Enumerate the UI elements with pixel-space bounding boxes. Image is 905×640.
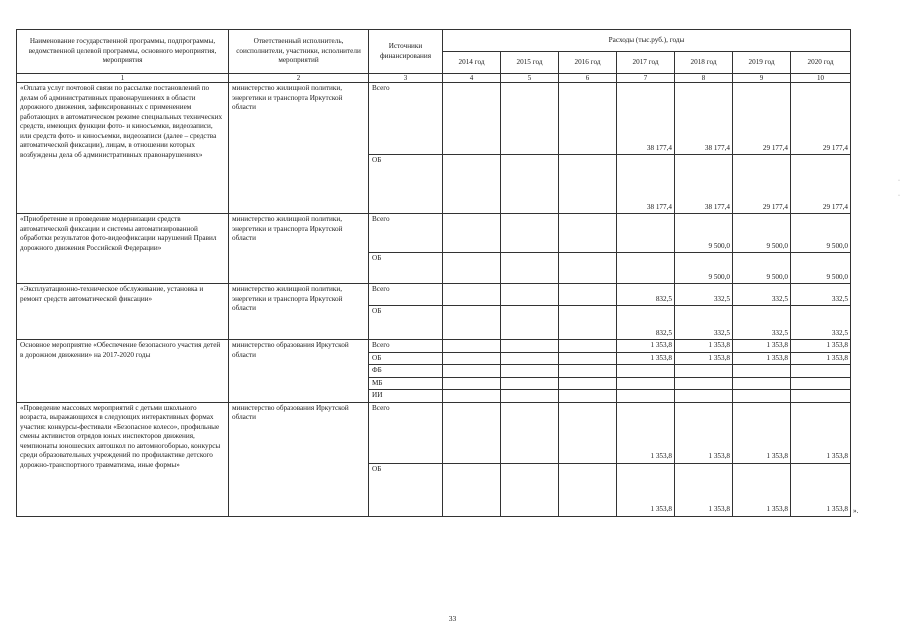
expense-value: 832,5 [617, 306, 675, 340]
expense-value [559, 306, 617, 340]
funding-source: ОБ [369, 155, 443, 214]
expense-value: 9 500,0 [791, 253, 851, 284]
expense-value: 38 177,4 [675, 83, 733, 155]
expense-value: 29 177,4 [791, 83, 851, 155]
expense-value [559, 402, 617, 463]
expense-value [791, 377, 851, 390]
expense-value: 9 500,0 [733, 214, 791, 253]
expense-value [501, 284, 559, 306]
expense-value: 332,5 [791, 284, 851, 306]
expense-value: 1 353,8 [791, 340, 851, 353]
header-year: 2017 год [617, 52, 675, 74]
expense-value [501, 402, 559, 463]
expense-value [675, 390, 733, 403]
expense-value [559, 390, 617, 403]
expense-value: 29 177,4 [733, 83, 791, 155]
column-number: 7 [617, 74, 675, 83]
expense-value [501, 253, 559, 284]
expense-value [443, 365, 501, 378]
expense-value [559, 214, 617, 253]
expense-value [559, 377, 617, 390]
expense-value [675, 365, 733, 378]
expense-value: 1 353,8 [791, 463, 851, 516]
executor: министерство образования Иркутской области [229, 340, 369, 403]
expense-value [443, 402, 501, 463]
header-year: 2020 год [791, 52, 851, 74]
margin-mark: · [898, 178, 900, 184]
column-number: 2 [229, 74, 369, 83]
expense-value: 1 353,8 [617, 340, 675, 353]
expense-value [501, 463, 559, 516]
expense-value: 29 177,4 [791, 155, 851, 214]
funding-source: ОБ [369, 253, 443, 284]
expense-value: 9 500,0 [791, 214, 851, 253]
table-row [17, 340, 851, 353]
expense-value [501, 365, 559, 378]
expense-value [559, 463, 617, 516]
activity-name: «Проведение массовых мероприятий с детьми школьного возраста, выражающихся в следующих интерактивных формах участия: конкурсы-фестивали «Безопасное колесо», профильные смены активистов отрядов юных инспекторов движения, чемпионаты юношеских автошкол по автомногоборью, конкурсы среди образовательных учреждений по профилактике детского дорожно-транспортного травматизма, иные формы» [17, 402, 229, 516]
expense-value [559, 340, 617, 353]
expense-value: 1 353,8 [617, 402, 675, 463]
expense-value: 38 177,4 [617, 83, 675, 155]
document-page [16, 29, 851, 517]
executor: министерство жилищной политики, энергетики и транспорта Иркутской области [229, 214, 369, 284]
expense-value [559, 284, 617, 306]
funding-source: Всего [369, 214, 443, 253]
expense-value [791, 390, 851, 403]
expense-value: 38 177,4 [617, 155, 675, 214]
expense-value [443, 83, 501, 155]
column-number: 1 [17, 74, 229, 83]
table-row [17, 83, 851, 155]
column-number: 8 [675, 74, 733, 83]
header-year: 2019 год [733, 52, 791, 74]
column-number: 3 [369, 74, 443, 83]
expense-value [617, 377, 675, 390]
expense-value [501, 214, 559, 253]
funding-source: Всего [369, 83, 443, 155]
expense-value [501, 390, 559, 403]
margin-mark: · [898, 193, 900, 199]
expense-value: 1 353,8 [675, 340, 733, 353]
page-number: 33 [448, 614, 457, 623]
expense-value [559, 155, 617, 214]
expense-value: 1 353,8 [733, 463, 791, 516]
expense-value [559, 352, 617, 365]
expense-value [617, 253, 675, 284]
header-name: Наименование государственной программы, подпрограммы, ведомственной целевой программы, основного мероприятия, мероприятия [17, 30, 229, 74]
expense-value: 29 177,4 [733, 155, 791, 214]
expense-value: 1 353,8 [675, 352, 733, 365]
executor: министерство образования Иркутской области [229, 402, 369, 516]
expense-value [617, 214, 675, 253]
header-year: 2016 год [559, 52, 617, 74]
expense-value [501, 155, 559, 214]
expense-value [617, 365, 675, 378]
column-number: 5 [501, 74, 559, 83]
expenses-table [16, 29, 851, 517]
activity-name: Основное мероприятие «Обеспечение безопасного участия детей в дорожном движении» на 2017-2020 годы [17, 340, 229, 403]
funding-source: ФБ [369, 365, 443, 378]
funding-source: ОБ [369, 352, 443, 365]
expense-value: 9 500,0 [675, 253, 733, 284]
expense-value: 1 353,8 [791, 402, 851, 463]
activity-name: «Приобретение и проведение модернизации средств автоматической фиксации и системы автоматизированной обработки результатов фото-видеофиксации нарушений Правил дорожного движения Российской Федерации» [17, 214, 229, 284]
expense-value: 1 353,8 [675, 402, 733, 463]
expense-value [733, 390, 791, 403]
expense-value [733, 377, 791, 390]
expense-value [559, 253, 617, 284]
expense-value [443, 284, 501, 306]
expense-value: 1 353,8 [617, 352, 675, 365]
header-executor: Ответственный исполнитель, соисполнители, участники, исполнители мероприятий [229, 30, 369, 74]
executor: министерство жилищной политики, энергетики и транспорта Иркутской области [229, 83, 369, 214]
expense-value [559, 365, 617, 378]
expense-value [443, 214, 501, 253]
expense-value [501, 352, 559, 365]
expense-value: 332,5 [675, 284, 733, 306]
expense-value [501, 377, 559, 390]
expense-value: 1 353,8 [733, 352, 791, 365]
expense-value [443, 463, 501, 516]
expense-value [443, 155, 501, 214]
expense-value: 332,5 [733, 284, 791, 306]
table-row [17, 402, 851, 463]
expense-value [791, 365, 851, 378]
column-number: 4 [443, 74, 501, 83]
header-source: Источники финансирования [369, 30, 443, 74]
column-number: 6 [559, 74, 617, 83]
expense-value [443, 253, 501, 284]
expense-value [443, 390, 501, 403]
expense-value: 9 500,0 [733, 253, 791, 284]
expense-value: 832,5 [617, 284, 675, 306]
funding-source: Всего [369, 284, 443, 306]
expense-value: 1 353,8 [617, 463, 675, 516]
expense-value: 9 500,0 [675, 214, 733, 253]
table-row [17, 214, 851, 253]
table-row [17, 284, 851, 306]
expense-value [559, 83, 617, 155]
expense-value: 1 353,8 [791, 352, 851, 365]
expense-value [501, 340, 559, 353]
expense-value: 1 353,8 [733, 340, 791, 353]
expense-value: 1 353,8 [675, 463, 733, 516]
expense-value: 332,5 [791, 306, 851, 340]
expense-value [443, 352, 501, 365]
expense-value [443, 306, 501, 340]
expense-value [501, 306, 559, 340]
expense-value [443, 340, 501, 353]
closing-quote: ». [853, 506, 859, 515]
expense-value: 1 353,8 [733, 402, 791, 463]
column-number: 9 [733, 74, 791, 83]
executor: министерство жилищной политики, энергетики и транспорта Иркутской области [229, 284, 369, 340]
expense-value [733, 365, 791, 378]
funding-source: Всего [369, 402, 443, 463]
expense-value [443, 377, 501, 390]
activity-name: «Оплата услуг почтовой связи по рассылке постановлений по делам об административных правонарушениях в области дорожного движения, зафиксированных с применением работающих в автоматическом режиме специальных технических средств, имеющих функции фото- и киносъемки, видеозаписи, или средств фото- и киносъемки, видеозаписи (далее – средства автоматической фиксации), лицам, в отношении которых возбуждены дела об административных правонарушениях» [17, 83, 229, 214]
expense-value [501, 83, 559, 155]
expense-value: 38 177,4 [675, 155, 733, 214]
activity-name: «Эксплуатационно-техническое обслуживание, установка и ремонт средств автоматической фиксации» [17, 284, 229, 340]
header-year: 2015 год [501, 52, 559, 74]
header-expenses: Расходы (тыс.руб.), годы [443, 30, 851, 52]
header-year: 2014 год [443, 52, 501, 74]
funding-source: ОБ [369, 306, 443, 340]
funding-source: МБ [369, 377, 443, 390]
expense-value [617, 390, 675, 403]
column-number: 10 [791, 74, 851, 83]
header-year: 2018 год [675, 52, 733, 74]
funding-source: Всего [369, 340, 443, 353]
expense-value [675, 377, 733, 390]
expense-value: 332,5 [733, 306, 791, 340]
expense-value: 332,5 [675, 306, 733, 340]
funding-source: ИИ [369, 390, 443, 403]
funding-source: ОБ [369, 463, 443, 516]
